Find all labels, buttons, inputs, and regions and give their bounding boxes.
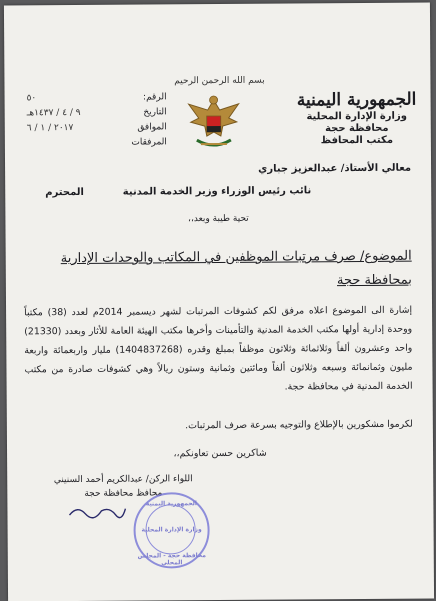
republic-title: الجمهورية اليمنية [296,89,417,111]
signatory-title: محافظ محافظة حجة [84,488,163,499]
thanks-line: شاكرين حسن تعاونكم،، [173,447,267,460]
ref-corresponding-label: الموافق [137,122,167,133]
honorific: المحترم [45,186,85,199]
ref-corresponding-value: ٢٠١٧ / ١ / ٦ [26,123,74,134]
addressee: معالي الأستاذ/ عبدالعزيز جباري [258,162,412,175]
closing-request: لكرموا مشكورين بالإطلاع والتوجيه بسرعة صرف المرتبات. [185,418,413,432]
stamp-top-text: الجمهورية اليمنية [145,500,197,508]
basmala: بسم الله الرحمن الرحيم [174,75,265,87]
governorate-name: محافظة حجة [325,122,389,135]
official-stamp [133,492,210,569]
signature-icon [67,505,127,519]
letter-page [4,3,434,601]
signatory-name: اللواء الركن/ عبدالكريم أحمد السنيني [53,474,193,486]
stamp-bottom-text: محافظة حجة - المجلس المحلي [137,552,206,567]
office-name: مكتب المحافظ [320,134,394,147]
ref-attachments-label: المرفقات [131,137,167,148]
letter-body: إشارة الى الموضوع اعلاه مرفق لكم كشوفات المرتبات لشهر ديسمبر 2014م لعدد (38) مكتباً ووحدة إدارية أولها مكتب الخدمة المدنية والتأمينات وأخرها مكتب الهيئة العامة للأثار وبعدد (21330) واحد وعشرون ألفاً وثلاثمائة وثلاثون موظفاً بمبلغ وقدره (1404837268) مليار واربعمائة واربعة مليون وثمانمائة وسبعه وثلاثون ألفاً ومائتين وثمانية وستون ريالاً وهي كشوفات صادرة من مكتب الخدمة المدنية في محافظة حجة. [24,304,413,393]
reference-block [27,90,167,151]
ref-date-label: التاريخ [143,107,167,118]
ref-date-value: ٩ / ٤ / ١٤٣٧هـ [26,107,81,119]
greeting: تحية طيبة وبعد،، [188,213,249,225]
ministry-name: وزارة الإدارة المحلية [306,110,407,123]
ref-number-value: ٥٠ [26,93,37,104]
subject-line: الموضوع/ صرف مرتبات الموظفين في المكاتب والوحدات الإدارية بمحافظة حجة [60,248,412,289]
stamp-middle-text: وزارة الإدارة المحلية [141,526,202,534]
addressee-title: نائب رئيس الوزراء وزير الخدمة المدنية [122,185,312,198]
ministry-header [297,89,417,148]
eagle-emblem-icon [185,92,243,156]
ref-number-label: الرقم: [142,92,167,103]
